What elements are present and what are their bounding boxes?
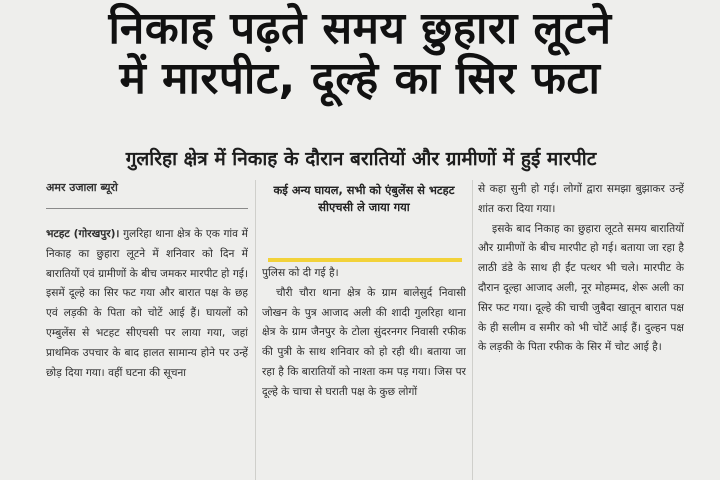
headline-line-2: में मारपीट, दूल्हे का सिर फटा: [119, 53, 601, 104]
article-column-3: [478, 180, 684, 480]
byline-rule: [46, 208, 248, 209]
pull-quote: कई अन्य घायल, सभी को एंबुलेंस से भटहट सीएचसी ले जाया गया: [273, 183, 455, 214]
column-divider-2: [472, 180, 473, 480]
subheadline: गुलरिहा क्षेत्र में निकाह के दौरान बरातियों और ग्रामीणों में हुई मारपीट: [125, 148, 597, 170]
dateline: भटहट (गोरखपुर)।: [46, 228, 120, 240]
headline-line-1: निकाह पढ़ते समय छुहारा लूटने: [108, 3, 612, 54]
byline: अमर उजाला ब्यूरो: [46, 181, 118, 194]
pull-quote-underline: [268, 258, 462, 262]
column-2-paragraph-2: चौरी चौरा थाना क्षेत्र के ग्राम बालेसुर्द निवासी जोखन के पुत्र आजाद अली की शादी गुलरिहा थाना क्षेत्र के ग्राम जैनपुर के टोला सुंदरनगर निवासी रफीक की पुत्री के साथ शनिवार को हो रही थी। बताया जा रहा है कि बारातियों को नाश्ता कम पड़ गया। जिस पर दूल्हे के चाचा से घराती पक्ष के कुछ लोगों: [262, 286, 466, 398]
column-2-paragraph-1: पुलिस को दी गई है।: [262, 267, 339, 279]
column-3-paragraph-2: इसके बाद निकाह का छुहारा लूटते समय बारातियों और ग्रामीणों के बीच मारपीट हो गई। बताया जा रहा है लाठी डंडे के साथ ही ईंट पत्थर भी चले। मारपीट के दौरान दूल्हा आजाद अली, नूर मोहम्मद, शेरू अली का सिर फट गया। दूल्हे की चाची जुबैदा खातून बारात पक्ष के ही सलीम व समीर को भी चोटें आई हैं। दुल्हन पक्ष के लड़की के पिता रफीक के सिर में चोट आई है।: [478, 222, 684, 354]
column-3-paragraph-1: से कहा सुनी हो गई। लोगों द्वारा समझा बुझाकर उन्हें शांत करा दिया गया।: [478, 183, 684, 215]
article-column-1: [46, 225, 248, 480]
column-divider-1: [255, 180, 256, 480]
column-1-text: गुलरिहा थाना क्षेत्र के एक गांव में निकाह का छुहारा लूटने में शनिवार को दिन में बारातियों एवं ग्रामीणों के बीच जमकर मारपीट हो गई। इसमें दूल्हे का सिर फट गया और बारात पक्ष के छह एवं लड़की के पिता को चोटें आई हैं। घायलों को एम्बुलेंस से भटहट सीएचसी पर लाया गया, जहां प्राथमिक उपचार के बाद हालत सामान्य होने पर उन्हें छोड़ दिया गया। वहीं घटना की सूचना: [46, 228, 248, 379]
headline: [28, 4, 692, 104]
article-column-2: [262, 264, 466, 480]
